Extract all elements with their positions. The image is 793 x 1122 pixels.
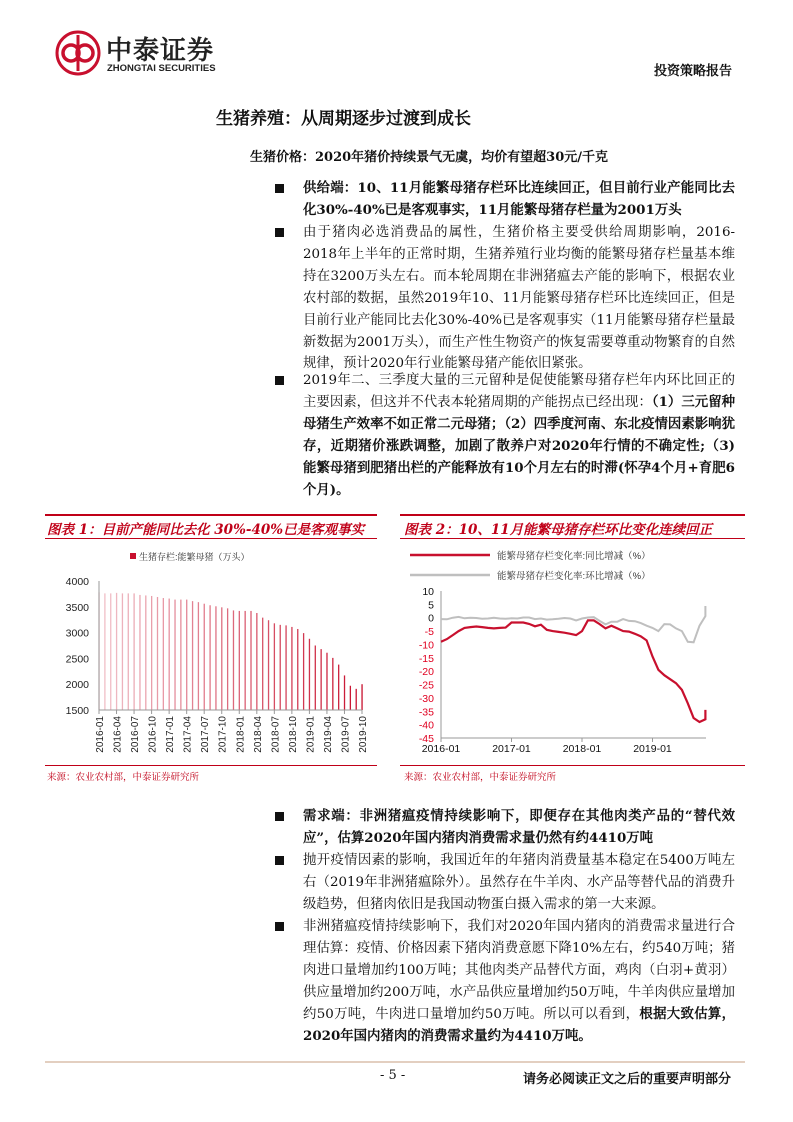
bar — [221, 607, 222, 710]
legend-label: 能繁母猪存栏变化率:同比增减（%） — [497, 551, 651, 562]
footer-disclaimer: 请务必阅读正文之后的重要声明部分 — [522, 1072, 731, 1087]
bar — [361, 684, 362, 710]
paragraph-text: 供给端：10、11月能繁母猪存栏环比连续回正，但目前行业产能同比去化30%-40%已是客观事实，11月能繁母猪存栏量为2001万头 — [303, 180, 735, 218]
yoy-series-line — [441, 620, 705, 722]
bar — [151, 596, 152, 710]
x-tick-label: 2018-01 — [235, 716, 247, 753]
bar — [344, 675, 345, 710]
bullet-icon — [275, 376, 284, 385]
bar — [122, 593, 123, 710]
bar — [320, 649, 321, 710]
y-tick-label: 4000 — [65, 576, 89, 588]
y-tick-label: 0 — [428, 612, 434, 625]
y-tick-label: 5 — [428, 599, 434, 612]
paragraph-text: 需求端：非洲猪瘟疫情持续影响下，即便存在其他肉类产品的“替代效应”，估算2020年国内猪肉消费需求量仍然有约4410万吨 — [303, 808, 735, 846]
bar — [209, 605, 210, 710]
x-tick-label: 2017-10 — [217, 716, 229, 753]
x-tick-label: 2018-10 — [287, 716, 299, 753]
bar — [250, 611, 251, 710]
bar — [332, 658, 333, 710]
chart1-title: 图表 1：目前产能同比去化 30%-40%已是客观事实 — [47, 522, 365, 538]
x-tick-label: 2019-01 — [305, 716, 317, 753]
bar — [245, 611, 246, 710]
bar — [338, 665, 339, 710]
chart2-top-rule — [400, 514, 745, 516]
paragraph-text: 由于猪肉必选消费品的属性，生猪价格主要受供给周期影响，2016-2018年上半年的正常时期，生猪养殖行业均衡的能繁母猪存栏量基本维持在3200万头左右。而本轮周期在非洲猪瘟去产能的影响下，根据农业农村部的数据，虽然2019年10、11月能繁母猪存栏环比连续回正，但是目前行业产能同比去化30%-40%已是客观事实（11月能繁母猪存栏量最新数据为2001万头），而生产性生物资产的恢复需要尊重动物繁育的自然规律，预计2020年行业能繁母猪产能依旧紧张。 — [303, 225, 735, 372]
bar — [204, 604, 205, 710]
y-tick-label: -15 — [418, 652, 434, 665]
x-tick-label: 2018-01 — [562, 743, 602, 755]
y-tick-label: 2500 — [65, 653, 89, 666]
bar — [303, 633, 304, 710]
bar — [291, 627, 292, 710]
x-tick-label: 2017-01 — [165, 716, 177, 753]
mom-series-line — [441, 606, 705, 642]
bar — [128, 593, 129, 710]
chart1-source: 来源：农业农村部，中泰证券研究所 — [47, 772, 200, 783]
x-tick-label: 2018-04 — [252, 716, 264, 753]
bar — [192, 601, 193, 710]
y-tick-label: -10 — [418, 639, 434, 652]
chart2-line-chart — [400, 545, 745, 765]
bar — [215, 606, 216, 710]
logo-text-cn: 中泰证券 — [106, 36, 215, 66]
bar — [274, 623, 275, 710]
x-tick-label: 2017-04 — [182, 716, 194, 753]
y-tick-label: -45 — [418, 733, 434, 745]
bar — [285, 625, 286, 710]
bar — [198, 602, 199, 710]
bar — [309, 639, 310, 710]
chart1-top-rule — [45, 514, 377, 516]
chart1-bottom-rule — [45, 765, 377, 766]
chart1-title-rule — [45, 538, 377, 539]
bar — [297, 629, 298, 710]
chart2-title: 图表 2：10、11月能繁母猪存栏环比变化连续回正 — [404, 522, 713, 538]
bar — [145, 595, 146, 710]
supply-paragraph — [303, 370, 735, 501]
paragraph-text: 根据大致估算，2020年国内猪肉的消费需求量约为4410万吨。 — [303, 1005, 736, 1044]
bar — [186, 600, 187, 710]
supply-paragraph — [303, 222, 735, 375]
paragraph-text: 2019年二、三季度大量的三元留种是促使能繁母猪存栏年内环比回正的主要因素，但这并不代表本轮猪周期的产能拐点已经出现： — [303, 373, 735, 410]
y-tick-label: -40 — [418, 719, 434, 732]
bar — [350, 686, 351, 710]
bullet-icon — [275, 922, 284, 931]
bar — [256, 613, 257, 710]
bar — [157, 597, 158, 710]
section-title: 生猪养殖：从周期逐步过渡到成长 — [216, 109, 471, 129]
page-number: - 5 - — [380, 1068, 406, 1083]
y-tick-label: -30 — [418, 692, 434, 705]
chart2-source: 来源：农业农村部，中泰证券研究所 — [404, 772, 557, 783]
bullet-icon — [275, 856, 284, 865]
bar — [326, 653, 327, 710]
legend-label: 生猪存栏:能繁母猪（万头） — [139, 552, 250, 562]
bar — [163, 598, 164, 710]
y-tick-label: 10 — [422, 586, 434, 598]
bar — [356, 689, 357, 710]
bar — [315, 646, 316, 711]
bar — [174, 600, 175, 710]
demand-paragraph — [303, 916, 735, 1047]
zhongtai-logo-icon — [55, 30, 101, 76]
subsection-title: 生猪价格：2020年猪价持续景气无虞，均价有望超30元/千克 — [250, 150, 609, 165]
x-tick-label: 2018-07 — [270, 716, 282, 753]
x-tick-label: 2019-01 — [633, 743, 672, 755]
x-tick-label: 2016-07 — [130, 716, 142, 753]
bullet-icon — [275, 184, 284, 193]
bullet-icon — [275, 812, 284, 821]
x-tick-label: 2016-04 — [112, 716, 124, 753]
bar — [133, 593, 134, 710]
bar — [116, 593, 117, 710]
legend-label: 能繁母猪存栏变化率:环比增减（%） — [497, 571, 651, 582]
bar — [239, 611, 240, 710]
bar — [104, 593, 105, 710]
bar — [180, 600, 181, 710]
x-tick-label: 2019-07 — [340, 716, 352, 753]
report-type: 投资策略报告 — [653, 64, 732, 79]
chart2-title-rule — [400, 538, 745, 539]
x-tick-label: 2016-01 — [95, 716, 106, 753]
bar — [139, 595, 140, 710]
chart2-bottom-rule — [400, 765, 745, 766]
paragraph-text: （1）三元留种母猪生产效率不如正常二元母猪；（2）四季度河南、东北疫情因素影响犹存，近期猪价涨跌调整，加剧了散养户对2020年行情的不确定性;（3)能繁母猪到肥猪出栏的产能释放有10个月左右的时滞(怀孕4个月+育肥6个月)。 — [303, 393, 735, 498]
bar — [169, 599, 170, 710]
demand-paragraph — [303, 850, 735, 916]
bar — [110, 593, 111, 710]
y-tick-label: -25 — [418, 679, 434, 692]
bar — [280, 625, 281, 710]
y-tick-label: 1500 — [65, 705, 89, 717]
logo-text-en: ZHONGTAI SECURITIES — [107, 63, 216, 74]
x-tick-label: 2019-04 — [322, 716, 334, 753]
y-tick-label: -35 — [418, 706, 434, 719]
x-tick-label: 2017-01 — [492, 743, 531, 755]
supply-paragraph — [303, 178, 735, 222]
footer-rule — [45, 1061, 745, 1063]
chart1-bar-chart — [45, 545, 380, 765]
bar — [268, 620, 269, 710]
paragraph-text: 抛开疫情因素的影响，我国近年的年猪肉消费量基本稳定在5400万吨左右（2019年非洲猪瘟除外）。虽然存在牛羊肉、水产品等替代品的消费升级趋势，但猪肉依旧是我国动物蛋白摄入需求的第一大来源。 — [303, 853, 735, 912]
x-tick-label: 2016-10 — [147, 716, 159, 753]
paragraph-text: 非洲猪瘟疫情持续影响下，我们对2020年国内猪肉的消费需求量进行合理估算：疫情、价格因素下猪肉消费意愿下降10%左右，约540万吨；猪肉进口量增加约100万吨；其他肉类产品替代方面，鸡肉（白羽+黄羽）供应量增加约200万吨，水产品供应量增加约50万吨，牛羊肉供应量增加约50万吨，牛肉进口量增加约50万吨。所以可以看到， — [303, 919, 735, 1022]
y-tick-label: 3000 — [65, 627, 89, 640]
bullet-icon — [275, 228, 284, 237]
x-tick-label: 2016-01 — [421, 743, 461, 755]
bar — [233, 610, 234, 710]
bar — [262, 618, 263, 710]
x-tick-label: 2017-07 — [200, 716, 212, 753]
y-tick-label: 2000 — [65, 679, 89, 692]
y-tick-label: -5 — [424, 626, 434, 639]
y-tick-label: 3500 — [65, 601, 89, 614]
bar — [227, 608, 228, 710]
x-tick-label: 2019-10 — [358, 716, 369, 753]
demand-paragraph — [303, 806, 735, 850]
legend-swatch — [130, 553, 136, 559]
y-tick-label: -20 — [418, 666, 434, 679]
